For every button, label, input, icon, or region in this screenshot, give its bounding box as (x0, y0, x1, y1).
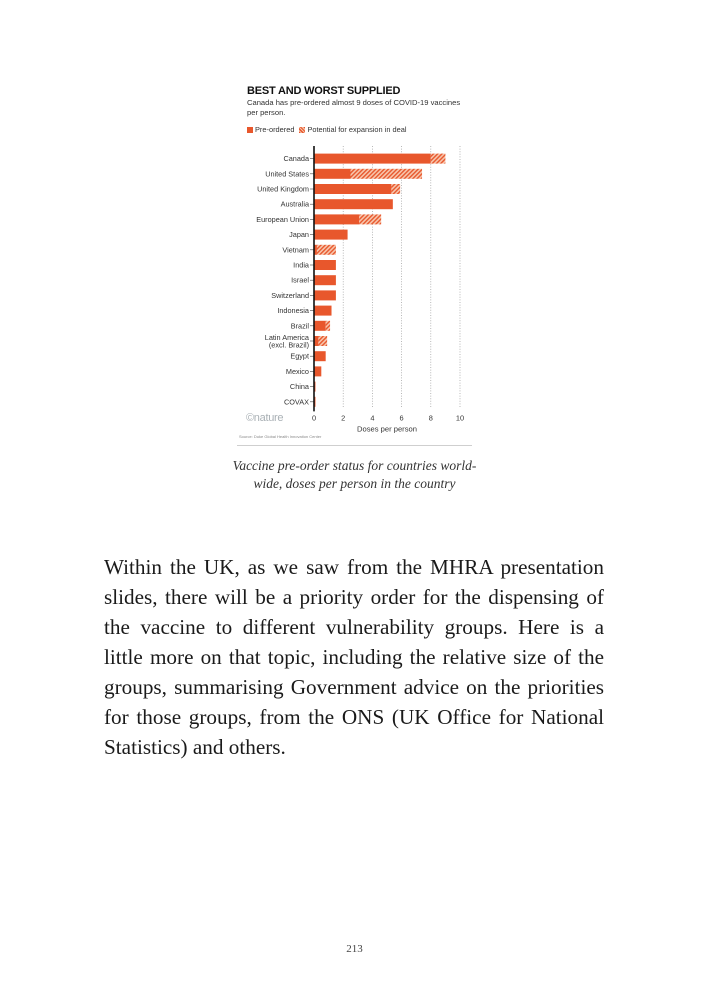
bar-pre-ordered (314, 351, 326, 361)
category-label: European Union (256, 214, 309, 224)
x-tick-label: 0 (311, 413, 317, 423)
bar-potential-expansion (359, 214, 381, 224)
x-tick-label: 10 (455, 413, 465, 423)
figure-caption: Vaccine pre-order status for countries world-wide, doses per person in the country (232, 458, 477, 491)
category-label: United Kingdom (257, 184, 309, 194)
x-tick-label: 4 (370, 413, 375, 423)
bar-pre-ordered (314, 230, 348, 240)
chart-subtitle: Canada has pre-ordered almost 9 doses of COVID-19 vaccines per person. (247, 98, 461, 117)
category-label: Indonesia (277, 306, 309, 316)
bar-pre-ordered (314, 214, 359, 224)
category-label: Switzerland (271, 290, 309, 300)
category-label: COVAX (283, 397, 309, 407)
body-paragraph: Within the UK, as we saw from the MHRA presentation slides, there will be a priority order for the dispensing of the vaccine to different vulnerability groups. Here is a little more on that topic, including the relative size of the groups, summarising Government advice on the priorities for those groups, from the ONS (UK Office for National Statistics) and others. (104, 555, 604, 759)
chart-source: Source: Duke Global Health Innovation Center (239, 434, 322, 439)
vaccine-chart-figure (237, 82, 472, 448)
bar-pre-ordered (314, 306, 332, 316)
x-tick-label: 8 (428, 413, 433, 423)
category-label: Australia (280, 199, 309, 209)
category-label: Brazil (290, 321, 309, 331)
bar-pre-ordered (314, 154, 431, 164)
bar-chart (237, 82, 472, 448)
bar-pre-ordered (314, 290, 336, 300)
bar-pre-ordered (314, 275, 336, 285)
category-label: United States (265, 169, 309, 179)
page-number: 213 (346, 943, 363, 955)
legend-label-pre-ordered: Pre-ordered (255, 125, 295, 134)
bar-potential-expansion (431, 154, 446, 164)
bar-potential-expansion (317, 245, 336, 255)
bar-potential-expansion (391, 184, 400, 194)
bar-pre-ordered (314, 184, 391, 194)
nature-logo: ©nature (246, 412, 284, 424)
x-tick-label: 2 (341, 413, 346, 423)
x-axis-label: Doses per person (357, 424, 417, 434)
chart-title: BEST AND WORST SUPPLIED (247, 85, 401, 97)
category-label: Israel (291, 275, 309, 285)
bar-pre-ordered (314, 199, 393, 209)
figure-divider (237, 445, 472, 446)
legend-label-potential: Potential for expansion in deal (307, 125, 407, 134)
category-label: Vietnam (282, 245, 309, 255)
category-label: Japan (289, 230, 309, 240)
category-label: India (293, 260, 309, 270)
category-label: Mexico (285, 366, 309, 376)
category-label: Latin America (excl. Brazil) (264, 332, 309, 350)
bar-potential-expansion (351, 169, 423, 179)
category-label: China (289, 382, 309, 392)
bar-pre-ordered (314, 169, 351, 179)
category-label: Egypt (290, 351, 309, 361)
bar-pre-ordered (314, 260, 336, 270)
bar-pre-ordered (314, 321, 326, 331)
category-label: Canada (283, 154, 309, 164)
bar-pre-ordered (314, 366, 321, 376)
bar-potential-expansion (326, 321, 330, 331)
x-tick-label: 6 (399, 413, 404, 423)
bar-potential-expansion (318, 336, 327, 346)
